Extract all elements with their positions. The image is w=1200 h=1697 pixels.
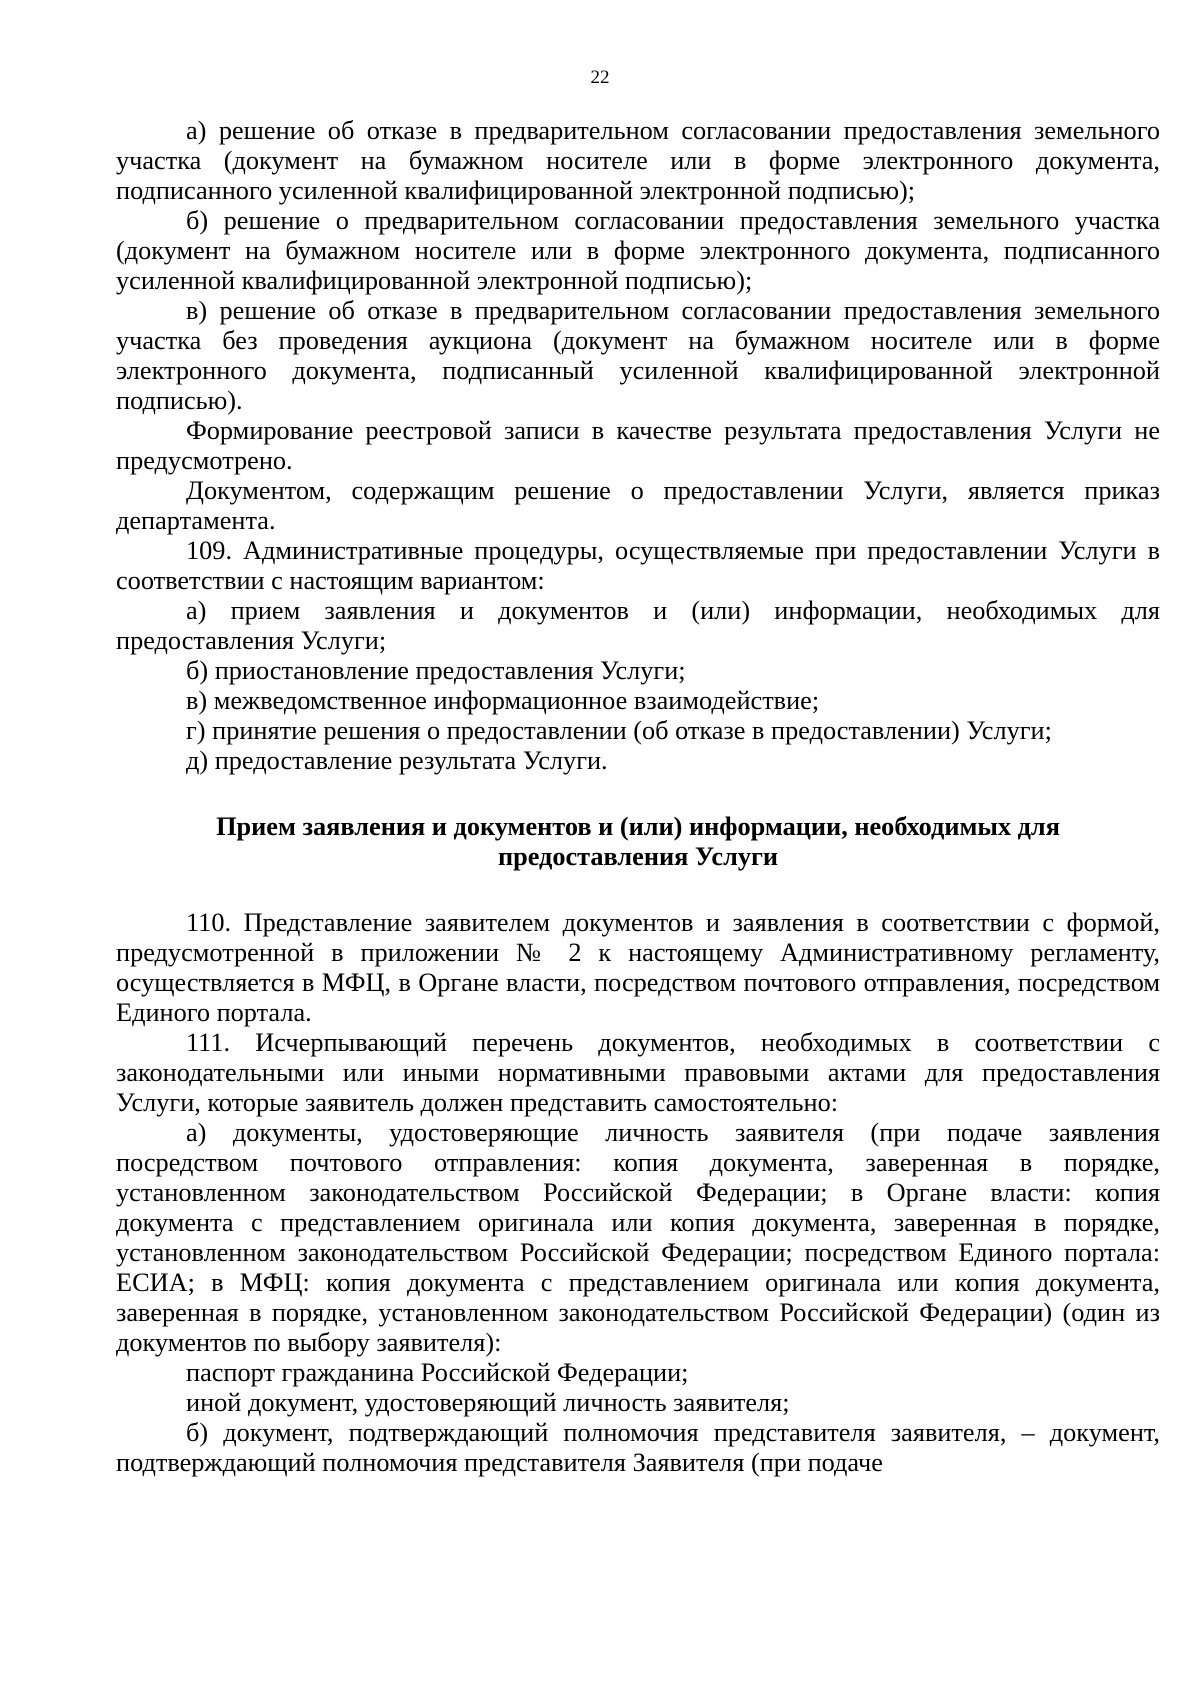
section-heading-line-1: Прием заявления и документов и (или) информации, необходимых для bbox=[216, 812, 1060, 841]
section-heading-line-2: предоставления Услуги bbox=[497, 842, 779, 871]
page-number: 22 bbox=[590, 67, 610, 88]
paragraph-decision-document: Документом, содержащим решение о предоставлении Услуги, является приказ департамента. bbox=[116, 476, 1160, 535]
page-content bbox=[116, 116, 1160, 1478]
paragraph-110: 110. Представление заявителем документов и заявления в соответствии с формой, предусмотренной в приложении № 2 к настоящему Административному регламенту, осуществляется в МФЦ, в Органе власти, посредством почтового отправления, посредством Единого портала. bbox=[116, 908, 1160, 1027]
paragraph-registry-record: Формирование реестровой записи в качестве результата предоставления Услуги не предусмотрено. bbox=[116, 416, 1160, 475]
paragraph-1a-refusal: а) решение об отказе в предварительном согласовании предоставления земельного участка (документ на бумажном носителе или в форме электронного документа, подписанного усиленной квалифицированной электронной подписью); bbox=[116, 116, 1160, 205]
paragraph-109: 109. Административные процедуры, осуществляемые при предоставлении Услуги в соответствии с настоящим вариантом: bbox=[116, 536, 1160, 595]
list-item-109e: д) предоставление результата Услуги. bbox=[186, 746, 608, 775]
list-item-109c: в) межведомственное информационное взаимодействие; bbox=[186, 686, 820, 715]
list-item-other-id: иной документ, удостоверяющий личность заявителя; bbox=[186, 1388, 790, 1417]
list-item-111a: а) документы, удостоверяющие личность заявителя (при подаче заявления посредством почтового отправления: копия документа, заверенная в порядке, установленном законодательством Российской Федерации; в Органе власти: копия документа с представлением оригинала или копия документа, заверенная в порядке, установленном законодательством Российской Федерации; посредством Единого портала: ЕСИА; в МФЦ: копия документа с представлением оригинала или копия документа, заверенная в порядке, установленном законодательством Российской Федерации) (один из документов по выбору заявителя): bbox=[116, 1118, 1160, 1357]
paragraph-111: 111. Исчерпывающий перечень документов, необходимых в соответствии с законодательными или иными нормативными правовыми актами для предоставления Услуги, которые заявитель должен представить самостоятельно: bbox=[116, 1028, 1160, 1117]
paragraph-1c-refusal-no-auction: в) решение об отказе в предварительном согласовании предоставления земельного участка без проведения аукциона (документ на бумажном носителе или в форме электронного документа, подписанный усиленной квалифицированной электронной подписью). bbox=[116, 296, 1160, 415]
list-item-109b: б) приостановление предоставления Услуги; bbox=[186, 656, 686, 685]
list-item-111b: б) документ, подтверждающий полномочия представителя заявителя, – документ, подтверждающий полномочия представителя Заявителя (при подаче bbox=[116, 1418, 1160, 1477]
section-heading bbox=[116, 812, 1160, 872]
list-item-passport: паспорт гражданина Российской Федерации; bbox=[186, 1358, 689, 1387]
list-item-109a: а) прием заявления и документов и (или) информации, необходимых для предоставления Услуги; bbox=[116, 596, 1160, 655]
paragraph-1b-approval: б) решение о предварительном согласовании предоставления земельного участка (документ на бумажном носителе или в форме электронного документа, подписанного усиленной квалифицированной электронной подписью); bbox=[116, 206, 1160, 295]
list-item-109d: г) принятие решения о предоставлении (об отказе в предоставлении) Услуги; bbox=[186, 716, 1052, 745]
